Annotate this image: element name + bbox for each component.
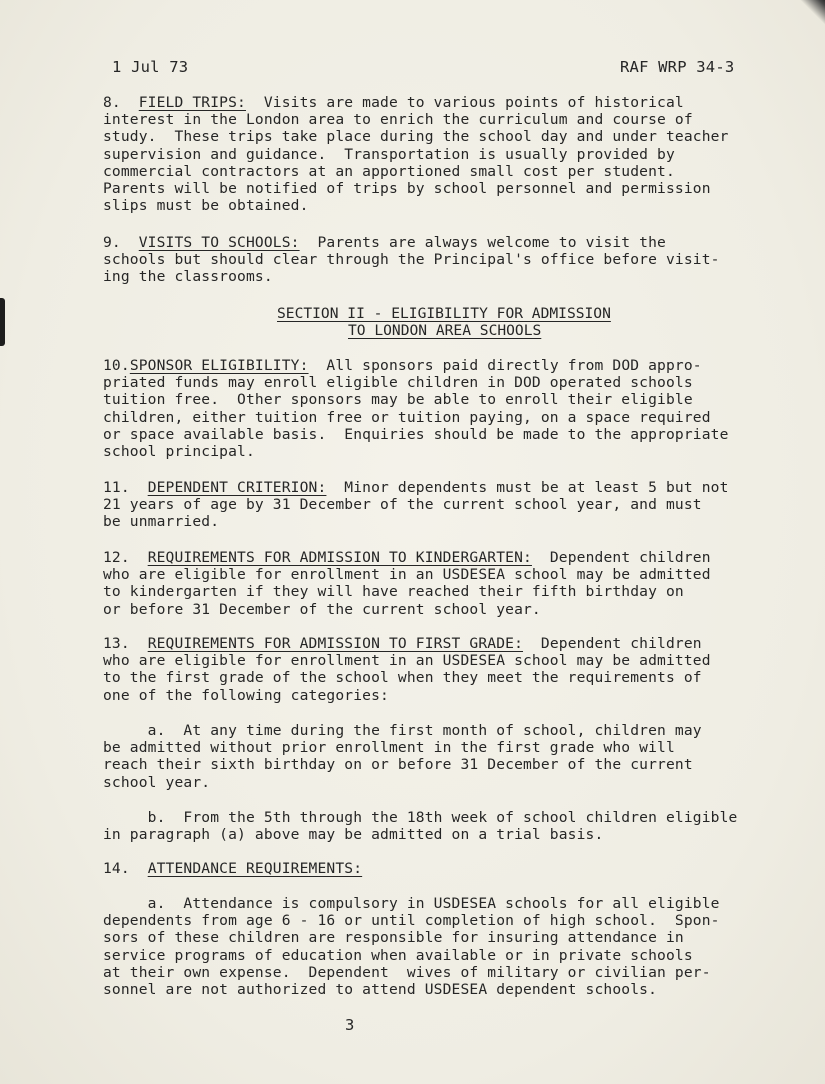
paragraph-11-first-line: Minor dependents must be at least 5 but not xyxy=(326,479,729,496)
paragraph-13-first-line: Dependent children xyxy=(523,635,702,652)
paragraph-13-subitem-b: b. From the 5th through the 18th week of school children eligible in paragraph (a) above may be admitted on a trial basis. xyxy=(103,809,738,844)
paragraph-10 xyxy=(103,357,753,460)
paragraph-13 xyxy=(103,635,753,704)
paragraph-13-heading: REQUIREMENTS FOR ADMISSION TO FIRST GRADE: xyxy=(147,635,524,652)
paragraph-12-body: who are eligible for enrollment in an USDESEA school may be admitted to kindergarten if they will have reached their fifth birthday on or before 31 December of the current school year. xyxy=(103,566,711,618)
paragraph-8-body: interest in the London area to enrich the curriculum and course of study. These trips take place during the school day and under teacher supervision and guidance. Transportation is usually provided by commercial contractors at an apportioned small cost per student. Parents will be notified of trips by school personnel and permission slips must be obtained. xyxy=(103,111,729,215)
paragraph-14-subitem-a: a. Attendance is compulsory in USDESEA schools for all eligible dependents from age 6 - 16 or until completion of high school. Spon- sors of these children are responsible for insuring attendance in service programs of education when available or in private schools at their own expense. Dependent wives of military or civilian per- sonnel are not authorized to attend USDESEA dependent schools. xyxy=(103,895,720,999)
paragraph-13-body: who are eligible for enrollment in an USDESEA school may be admitted to the first grade of the school when they meet the requirements of one of the following categories: xyxy=(103,652,711,704)
page-number: 3 xyxy=(345,1016,355,1034)
paragraph-12 xyxy=(103,549,753,618)
paragraph-13-subitem-a: a. At any time during the first month of school, children may be admitted without prior enrollment in the first grade who will reach their sixth birthday on or before 31 December of the current school year. xyxy=(103,722,702,791)
paragraph-14 xyxy=(103,860,753,877)
paragraph-12-heading: REQUIREMENTS FOR ADMISSION TO KINDERGARTEN: xyxy=(147,549,532,566)
paragraph-10-number: 10. xyxy=(103,357,130,374)
paragraph-9 xyxy=(103,234,753,286)
paragraph-11-heading: DEPENDENT CRITERION: xyxy=(147,479,327,496)
paragraph-10-first-line: All sponsors paid directly from DOD appro- xyxy=(308,357,702,374)
paragraph-11-body: 21 years of age by 31 December of the current school year, and must be unmarried. xyxy=(103,496,702,531)
paragraph-11-number: 11. xyxy=(103,479,148,496)
paragraph-8 xyxy=(103,94,753,214)
paragraph-14-number: 14. xyxy=(103,860,148,877)
paragraph-12-number: 12. xyxy=(103,549,148,566)
paragraph-12-first-line: Dependent children xyxy=(531,549,711,566)
paragraph-14-heading: ATTENDANCE REQUIREMENTS: xyxy=(147,860,363,877)
section-title-line-1: SECTION II - ELIGIBILITY FOR ADMISSION xyxy=(277,305,611,322)
binder-hole-shadow xyxy=(0,298,5,346)
paragraph-9-first-line: Parents are always welcome to visit the xyxy=(299,234,666,251)
paragraph-10-body: priated funds may enroll eligible children in DOD operated schools tuition free. Other sponsors may be able to enroll their eligible children, either tuition free or tuition paying, on a space required or space available basis. Enquiries should be made to the appropriate school principal. xyxy=(103,374,729,461)
paragraph-8-heading: FIELD TRIPS: xyxy=(138,94,246,111)
page-corner-shadow xyxy=(795,0,825,70)
paragraph-9-body: schools but should clear through the Principal's office before visit- ing the classrooms. xyxy=(103,251,720,286)
header-date: 1 Jul 73 xyxy=(112,58,189,76)
header-doc-id: RAF WRP 34-3 xyxy=(620,58,735,76)
paragraph-11 xyxy=(103,479,753,531)
section-title-line-2: TO LONDON AREA SCHOOLS xyxy=(348,322,542,339)
paragraph-9-number: 9. xyxy=(103,234,139,251)
paragraph-9-heading: VISITS TO SCHOOLS: xyxy=(138,234,300,251)
paragraph-10-heading: SPONSOR ELIGIBILITY: xyxy=(129,357,309,374)
paragraph-8-first-line: Visits are made to various points of historical xyxy=(245,94,684,111)
paragraph-8-number: 8. xyxy=(103,94,139,111)
paragraph-13-number: 13. xyxy=(103,635,148,652)
